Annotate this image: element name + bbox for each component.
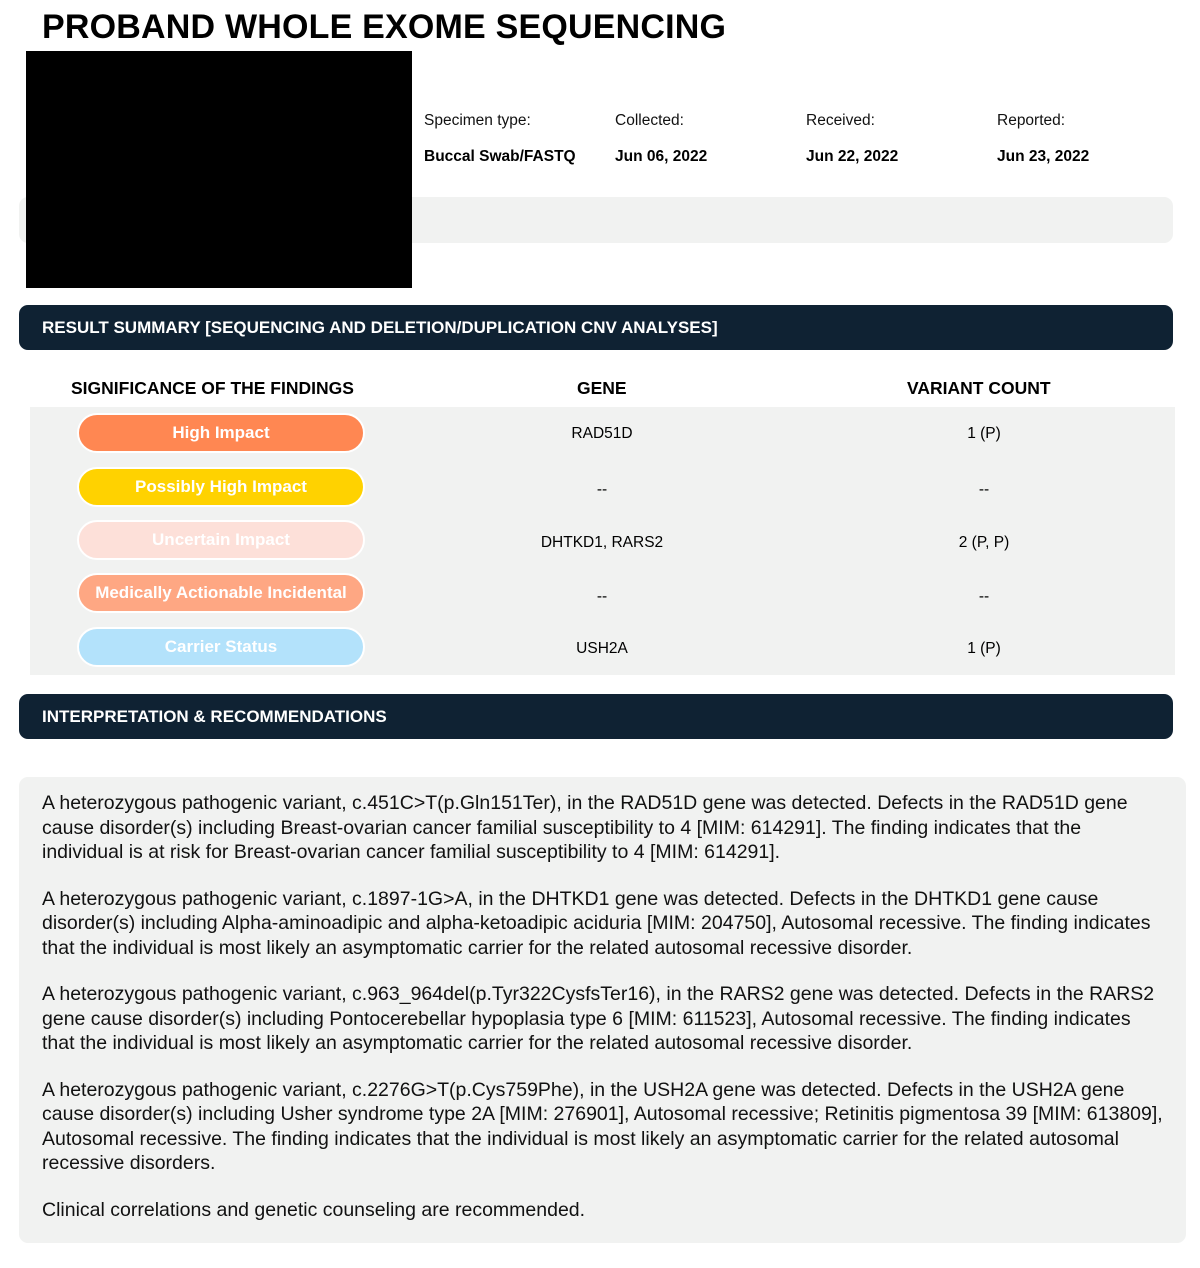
specimen-type	[424, 112, 576, 166]
received-value: Jun 22, 2022	[806, 148, 899, 165]
gene-cell: --	[596, 481, 608, 498]
variant-count-cell: 1 (P)	[967, 425, 1001, 442]
interpretation-paragraph: A heterozygous pathogenic variant, c.1897-1G>A, in the DHTKD1 gene was detected. Defects in the DHTKD1 gene cause disorder(s) including Alpha-aminoadipic and alpha-ketoadipic aciduria [MIM: 204750], Autosomal recessive. The finding indicates that the individual is most likely an asymptomatic carrier for the related autosomal recessive disorder.	[42, 887, 1151, 959]
column-header-significance: SIGNIFICANCE OF THE FINDINGS	[71, 378, 354, 398]
reported-date	[997, 112, 1089, 166]
specimen-type-label: Specimen type:	[424, 112, 531, 129]
variant-count-cell: --	[978, 481, 990, 498]
collected-value: Jun 06, 2022	[615, 148, 708, 165]
significance-pill-possibly-high-impact: Possibly High Impact	[77, 467, 365, 507]
result-summary-heading: RESULT SUMMARY [SEQUENCING AND DELETION/DUPLICATION CNV ANALYSES]	[19, 305, 1173, 350]
gene-cell: USH2A	[576, 640, 628, 657]
redacted-block	[26, 51, 412, 288]
received-label: Received:	[806, 112, 875, 129]
reported-label: Reported:	[997, 112, 1066, 129]
report-title: PROBAND WHOLE EXOME SEQUENCING	[42, 8, 727, 46]
significance-pill-medically-actionable-incidental: Medically Actionable Incidental	[77, 573, 365, 613]
received-date	[806, 112, 898, 166]
collected-label: Collected:	[615, 112, 684, 129]
interpretation-paragraph: A heterozygous pathogenic variant, c.2276G>T(p.Cys759Phe), in the USH2A gene was detected. Defects in the USH2A gene cause disorder(s) including Usher syndrome type 2A [MIM: 276901], Autosomal recessive; Retinitis pigmentosa 39 [MIM: 613809], Autosomal recessive. The finding indicates that the individual is most likely an asymptomatic carrier for the related autosomal recessive disorders.	[42, 1078, 1163, 1174]
variant-count-cell: 1 (P)	[967, 640, 1001, 657]
significance-pill-high-impact: High Impact	[77, 413, 365, 453]
interpretation-paragraph: Clinical correlations and genetic counseling are recommended.	[42, 1198, 586, 1221]
specimen-type-value: Buccal Swab/FASTQ	[424, 148, 576, 165]
gene-cell: --	[596, 588, 608, 605]
gene-cell: DHTKD1, RARS2	[540, 534, 664, 551]
gene-cell: RAD51D	[571, 425, 633, 442]
variant-count-cell: 2 (P, P)	[958, 534, 1010, 551]
interpretation-paragraph: A heterozygous pathogenic variant, c.451C>T(p.Gln151Ter), in the RAD51D gene was detected. Defects in the RAD51D gene cause disorder(s) including Breast-ovarian cancer familial susceptibility to 4 [MIM: 614291]. The finding indicates that the individual is at risk for Breast-ovarian cancer familial susceptibility to 4 [MIM: 614291].	[42, 792, 1128, 863]
reported-value: Jun 23, 2022	[997, 148, 1090, 165]
column-header-variant-count: VARIANT COUNT	[907, 378, 1051, 398]
significance-pill-uncertain-impact: Uncertain Impact	[77, 520, 365, 560]
column-header-gene: GENE	[577, 378, 627, 398]
significance-pill-carrier-status: Carrier Status	[77, 627, 365, 667]
interpretation-heading: INTERPRETATION & RECOMMENDATIONS	[19, 694, 1173, 739]
interpretation-body	[19, 777, 1186, 1243]
collected-date	[615, 112, 707, 166]
variant-count-cell: --	[978, 588, 990, 605]
interpretation-paragraph: A heterozygous pathogenic variant, c.963_964del(p.Tyr322CysfsTer16), in the RARS2 gene was detected. Defects in the RARS2 gene cause disorder(s) including Pontocerebellar hypoplasia type 6 [MIM: 611523], Autosomal recessive. The finding indicates that the individual is most likely an asymptomatic carrier for the related autosomal recessive disorder.	[42, 983, 1155, 1054]
